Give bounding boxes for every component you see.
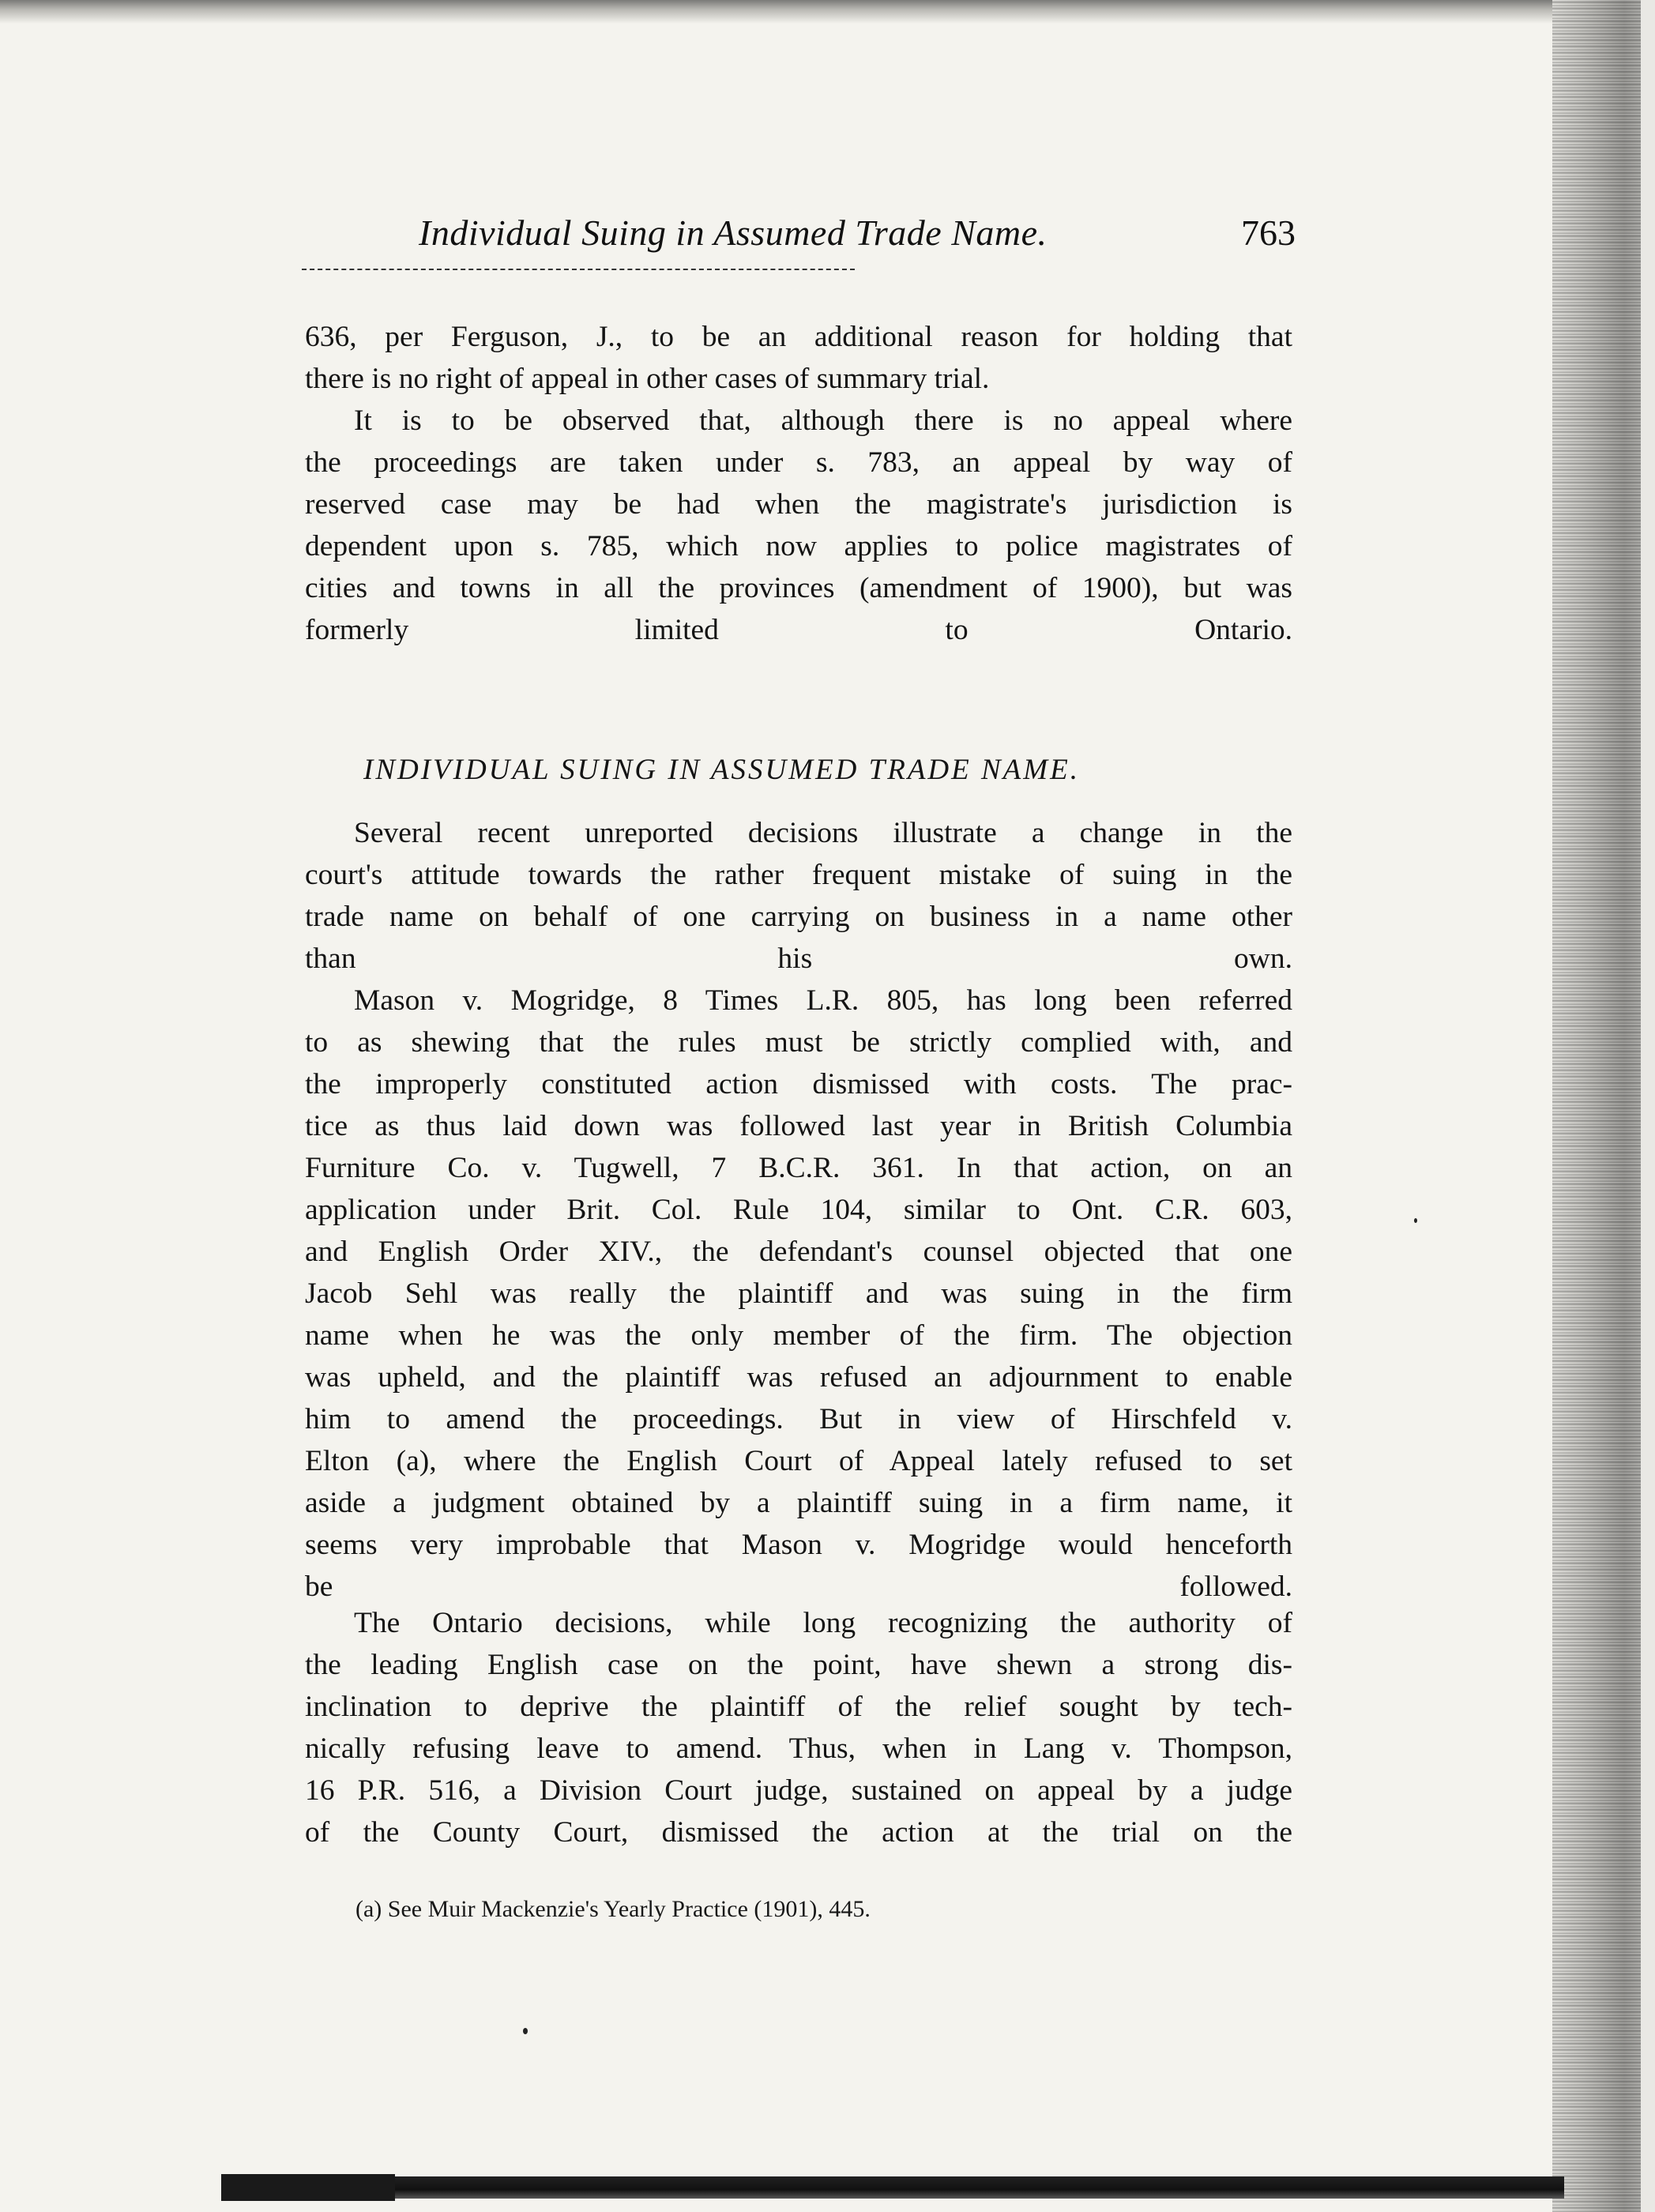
text-line: there is no right of appeal in other cases of summary trial. (305, 363, 990, 395)
ink-speck (523, 2028, 528, 2034)
text-line: was upheld, and the plaintiff was refused an adjournment to enable (305, 1361, 1292, 1394)
header-rule (302, 269, 855, 270)
text-line: to as shewing that the rules must be strictly complied with, and (305, 1026, 1292, 1059)
text-line: Furniture Co. v. Tugwell, 7 B.C.R. 361. In that action, on an (305, 1152, 1292, 1184)
text-line: cities and towns in all the provinces (amendment of 1900), but was (305, 572, 1292, 604)
intro-paragraph-1 (305, 316, 1292, 400)
scan-bottom-left-shadow (221, 2174, 395, 2201)
running-header (419, 212, 1296, 264)
text-line: Jacob Sehl was really the plaintiff and was suing in the firm (305, 1277, 1292, 1310)
page-number: 763 (1241, 213, 1296, 253)
text-line: seems very improbable that Mason v. Mogridge would henceforth (305, 1529, 1292, 1561)
text-line: inclination to deprive the plaintiff of the relief sought by tech- (305, 1691, 1292, 1723)
section-heading: INDIVIDUAL SUING IN ASSUMED TRADE NAME. (363, 754, 1080, 786)
scan-right-edge (1641, 0, 1655, 2212)
text-line: 16 P.R. 516, a Division Court judge, sustained on appeal by a judge (305, 1774, 1292, 1807)
ink-speck (1414, 1218, 1417, 1223)
text-line: nically refusing leave to amend. Thus, when in Lang v. Thompson, (305, 1732, 1292, 1765)
scan-right-binding-shadow (1552, 0, 1655, 2212)
section-paragraph-1 (305, 812, 1292, 980)
text-line: the proceedings are taken under s. 783, an appeal by way of (305, 446, 1292, 479)
text-line: aside a judgment obtained by a plaintiff suing in a firm name, it (305, 1487, 1292, 1519)
text-line: the leading English case on the point, have shewn a strong dis- (305, 1649, 1292, 1681)
text-line: him to amend the proceedings. But in view of Hirschfeld v. (305, 1403, 1292, 1435)
text-line: of the County Court, dismissed the action at the trial on the (305, 1816, 1292, 1849)
scan-top-shadow (0, 0, 1655, 24)
text-line: Several recent unreported decisions illustrate a change in the (354, 817, 1292, 849)
running-header-title: Individual Suing in Assumed Trade Name. (419, 213, 1048, 253)
text-line: formerly limited to Ontario. (305, 614, 1292, 646)
text-line: the improperly constituted action dismissed with costs. The prac- (305, 1068, 1292, 1100)
text-line: 636, per Ferguson, J., to be an additional reason for holding that (305, 321, 1292, 353)
text-line: application under Brit. Col. Rule 104, similar to Ont. C.R. 603, (305, 1194, 1292, 1226)
text-line: name when he was the only member of the firm. The objection (305, 1319, 1292, 1352)
section-paragraph-2 (305, 980, 1292, 1608)
scan-bottom-shadow (221, 2176, 1564, 2199)
text-line: than his own. (305, 942, 1292, 975)
text-line: The Ontario decisions, while long recognizing the authority of (354, 1607, 1292, 1639)
text-line: be followed. (305, 1571, 1292, 1603)
intro-paragraph-2 (305, 400, 1292, 651)
text-line: It is to be observed that, although there is no appeal where (354, 404, 1292, 437)
text-line: and English Order XIV., the defendant's counsel objected that one (305, 1236, 1292, 1268)
text-line: tice as thus laid down was followed last year in British Columbia (305, 1110, 1292, 1142)
footnote: (a) See Muir Mackenzie's Yearly Practice (1901), 445. (355, 1896, 871, 1922)
text-line: court's attitude towards the rather frequent mistake of suing in the (305, 859, 1292, 891)
text-line: Elton (a), where the English Court of Appeal lately refused to set (305, 1445, 1292, 1477)
text-line: trade name on behalf of one carrying on business in a name other (305, 901, 1292, 933)
text-line: Mason v. Mogridge, 8 Times L.R. 805, has long been referred (354, 984, 1292, 1017)
section-paragraph-3 (305, 1602, 1292, 1853)
text-line: reserved case may be had when the magistrate's jurisdiction is (305, 488, 1292, 521)
text-line: dependent upon s. 785, which now applies to police magistrates of (305, 530, 1292, 562)
